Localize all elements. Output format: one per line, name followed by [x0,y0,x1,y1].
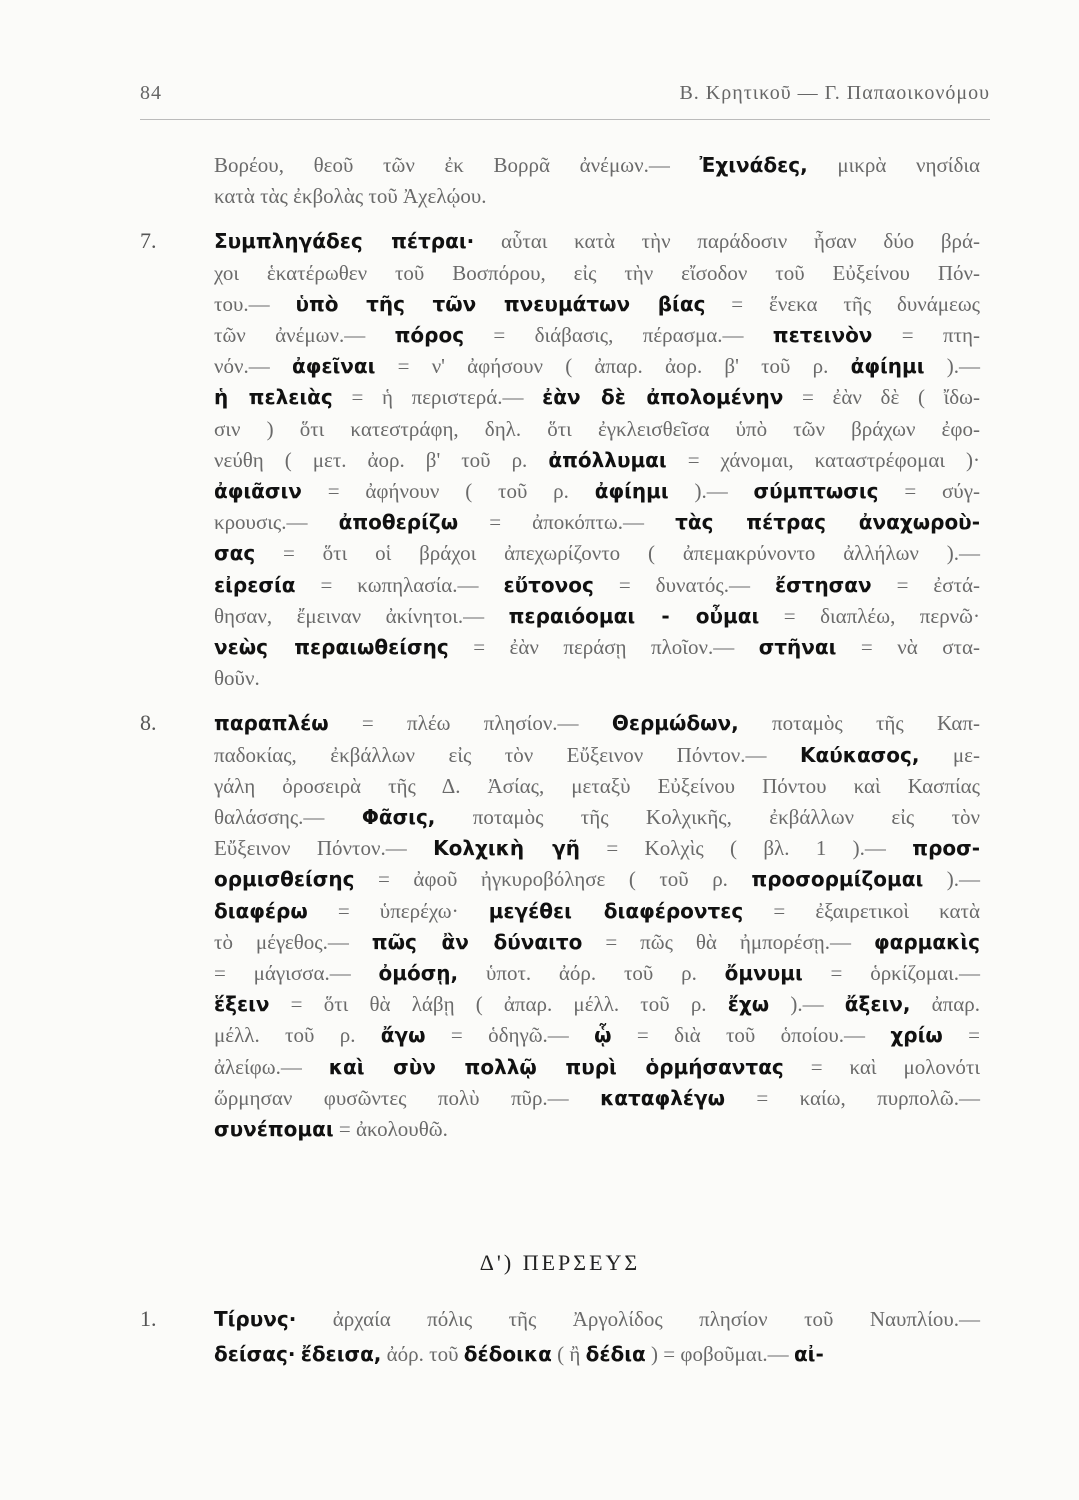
headword: στῆναι [758,635,837,660]
gloss-text: = χάνομαι, καταστρέφομαι )· [666,447,981,472]
gloss-text: αὗται κατὰ τὴν παράδοσιν ἦσαν δύο βρά- [474,229,980,254]
gloss-text: = ὅτι οἱ βράχοι ἀπεχωρίζοντο ( ἀπεμακρύνοντο ἀλλήλων ).— [255,541,980,566]
text-line [214,989,980,1020]
headword: σύμπτωσις [753,479,879,504]
headword: παραπλέω [214,711,329,736]
gloss-text: = διάβασις, πέρασμα.— [464,323,773,348]
gloss-text: Βορέου, θεοῦ τῶν ἐκ Βορρᾶ ἀνέμων.— [214,153,700,177]
text-line [214,226,980,257]
gloss-text: Εὔξεινον Πόντον.— [214,836,434,861]
text-line [214,1114,980,1145]
gloss-text: = ἀποκόπτω.— [458,510,676,535]
headword: ἐὰν δὲ ἀπολομένην [542,385,784,410]
text-line [214,896,980,927]
section-title: Δ') ΠΕΡΣΕΥΣ [479,1250,641,1275]
headword: ορμισθείσης [214,867,355,892]
text-line [214,958,980,989]
text-line [214,150,980,181]
gloss-text: = ἐξαιρετικοὶ κατὰ [743,898,980,923]
header-rule [140,119,990,120]
headword: εἰρεσία [214,572,296,597]
gloss-text: = ἀφήνουν ( τοῦ ρ. [301,479,595,504]
gloss-text: = ἀκολουθῶ. [333,1117,448,1142]
text-line [214,570,980,601]
gloss-text: ἀπαρ. [910,992,981,1017]
gloss-text: = [942,1023,980,1048]
headword: ἕξειν [214,992,270,1017]
headword: χρίω [890,1023,943,1048]
headword: Συμπληγάδες πέτραι· [214,229,475,254]
gloss-text: ).— [924,354,980,379]
gloss-text: = ὁρκίζομαι.— [802,961,980,986]
gloss-text: μικρὰ νησίδια [807,153,980,177]
text-line [214,1337,980,1372]
paragraph-number: 1. [140,1306,157,1331]
headword: περαιόομαι - οὖμαι [508,603,760,628]
headword: προσ- [912,836,981,861]
headword: ἔστησαν [774,572,872,597]
headword: ἡ πελειὰς [214,385,333,410]
headword: ᾧ [594,1023,612,1048]
text-line [214,833,980,864]
headword: ἀφεῖναι [291,354,376,379]
glossary-paragraph [140,708,980,1145]
text-line [214,1302,980,1337]
headword: καὶ σὺν πολλῷ πυρὶ ὁρμήσαντας [328,1054,784,1079]
glossary-paragraph [140,150,980,212]
text-line [214,507,980,538]
gloss-text: ἀρχαία πόλις τῆς Ἀργολίδος πλησίον τοῦ Ναυπλίου.— [296,1307,980,1331]
text-line [214,663,980,694]
text-line [214,802,980,833]
text-line [214,1083,980,1114]
text-line [214,538,980,569]
headword: δέδια [585,1342,646,1366]
text-line [214,864,980,895]
gloss-text: = πλέω πλησίον.— [328,711,612,736]
headword: συνέπομαι [214,1117,334,1142]
gloss-text: κατὰ τὰς ἐκβολὰς τοῦ Ἀχελῴου. [214,184,487,209]
headword: ἀφίημι [594,479,669,504]
gloss-text: παδοκίας, ἐκβάλλων εἰς τὸν Εὔξεινον Πόντον.— [214,742,800,767]
headword: τὰς πέτρας ἀναχωροὺ- [675,510,980,535]
gloss-text: = ἕνεκα τῆς δυνάμεως [705,291,981,316]
headword: νεὼς περαιωθείσης [214,635,449,660]
text-line [214,740,980,771]
gloss-text: = ὁδηγῶ.— [425,1023,595,1048]
gloss-text: = δυνατός.— [593,572,775,597]
gloss-text: σιν ) ὅτι κατεστράφη, δηλ. ὅτι ἐγκλεισθεῖσα ὑπὸ τῶν βράχων ἐφο- [214,416,980,441]
text-line [214,382,980,413]
headword: μεγέθει διαφέροντες [488,898,744,923]
headword: Ἐχινάδες, [699,153,808,177]
glossary-paragraph [140,1302,980,1372]
text-line [214,632,980,663]
gloss-text: ἀόρ. τοῦ [381,1342,464,1366]
gloss-text: γάλη ὀροσειρὰ τῆς Δ. Ἀσίας, μεταξὺ Εὐξείνου Πόντου καὶ Κασπίας [214,773,980,798]
page-number: 84 [140,82,162,104]
gloss-text: = ν' ἀφήσουν ( ἀπαρ. ἀορ. β' τοῦ ρ. [375,354,851,379]
headword: πῶς ἂν δύναιτο [371,929,583,954]
text-line [214,601,980,632]
headword: ἄξειν, [844,992,911,1017]
text-line [214,445,980,476]
text-line [214,289,980,320]
gloss-text: = ἐὰν περάσῃ πλοῖον.— [448,635,759,660]
gloss-text: ).— [769,992,845,1017]
gloss-text: = ἐστά- [871,572,981,597]
gloss-text: νόν.— [214,354,292,379]
text-line [214,708,980,739]
gloss-text: = σύγ- [878,479,980,504]
headword: ἔχω [727,992,770,1017]
gloss-text: = ἀφοῦ ἠγκυροβόλησε ( τοῦ ρ. [354,867,752,892]
page-header [140,82,990,112]
gloss-text: με- [919,742,980,767]
gloss-text: μέλλ. τοῦ ρ. [214,1023,381,1048]
gloss-text: = ἐὰν δὲ ( ἴδω- [783,385,980,410]
headword: Θερμώδων, [611,711,739,736]
text-line [214,1020,980,1051]
headword: Φᾶσις, [361,805,436,830]
gloss-text: = διαπλέω, περνῶ· [759,603,980,628]
glossary-paragraph [140,226,980,694]
running-title: Β. Κρητικοῦ — Γ. Παπαοικονόμου [679,82,990,104]
headword: διαφέρω [214,898,308,923]
glossary-body [140,150,980,1145]
headword: Καύκασος, [799,742,920,767]
gloss-text: = νὰ στα- [836,635,980,660]
text-line [214,1052,980,1083]
text-line [214,320,980,351]
gloss-text: ὥρμησαν φυσῶντες πολὺ πῦρ.— [214,1085,601,1110]
gloss-text: = διὰ τοῦ ὁποίου.— [611,1023,891,1048]
headword: ἀφίημι [850,354,925,379]
gloss-text: = πτη- [872,323,980,348]
gloss-text: = ὑπερέχω· [307,898,489,923]
gloss-text: ποταμὸς τῆς Κολχικῆς, ἐκβάλλων εἰς τὸν [435,805,981,830]
text-line [214,258,980,289]
gloss-text: = Κολχὶς ( βλ. 1 ).— [580,836,913,861]
text-line [214,476,980,507]
gloss-text: ).— [668,479,754,504]
gloss-text: νεύθη ( μετ. ἀορ. β' τοῦ ρ. [214,447,549,472]
headword: προσορμίζομαι [751,867,924,892]
headword: πόρος [394,323,465,348]
headword: ὄμνυμι [724,961,803,986]
gloss-text: του.— [214,291,296,316]
headword: Τίρυνς· [214,1307,297,1331]
gloss-text: ( ἢ [551,1342,586,1366]
gloss-text: = ὅτι θὰ λάβῃ ( ἀπαρ. μέλλ. τοῦ ρ. [269,992,728,1017]
gloss-text: χοι ἑκατέρωθεν τοῦ Βοσπόρου, εἰς τὴν εἴσοδον τοῦ Εὐξείνου Πόν- [214,260,980,285]
headword: φαρμακὶς [873,929,980,954]
gloss-text: θοῦν. [214,666,260,691]
paragraph-number: 8. [140,710,157,736]
headword: δέδοικα [463,1342,552,1366]
gloss-text: = καὶ μολονότι [783,1054,980,1079]
gloss-text: ἀλείφω.— [214,1054,329,1079]
headword: ἔδεισα, [300,1342,382,1366]
gloss-text: κρουσις.— [214,510,339,535]
gloss-text: ).— [923,867,980,892]
headword: ἄγω [380,1023,426,1048]
gloss-text: = καίω, πυρπολῶ.— [725,1085,980,1110]
gloss-text: θησαν, ἔμειναν ἀκίνητοι.— [214,603,509,628]
section-body [140,1302,980,1372]
headword: ὀμόσῃ, [378,961,459,986]
headword: ἀποθερίζω [338,510,459,535]
gloss-text: = ἡ περιστερά.— [332,385,543,410]
headword: σας [214,541,256,566]
headword: ἀφιᾶσιν [214,479,302,504]
gloss-text: τὸ μέγεθος.— [214,929,372,954]
headword: ὑπὸ τῆς τῶν πνευμάτων βίας [295,291,706,316]
gloss-text: = μάγισσα.— [214,961,379,986]
gloss-text: τῶν ἀνέμων.— [214,323,395,348]
gloss-text: θαλάσσης.— [214,805,362,830]
gloss-text: = πῶς θὰ ἠμπορέσῃ.— [582,929,874,954]
gloss-text: ποταμὸς τῆς Καπ- [738,711,980,736]
text-line [214,414,980,445]
headword: Κολχικὴ γῆ [433,836,581,861]
gloss-text: ὑποτ. ἀόρ. τοῦ ρ. [458,961,725,986]
text-line [214,351,980,382]
headword: καταφλέγω [600,1085,725,1110]
headword: πετεινὸν [772,323,873,348]
paragraph-number: 7. [140,228,157,254]
text-line [214,181,980,212]
text-line [214,927,980,958]
text-line [214,771,980,802]
gloss-text: ) = φοβοῦμαι.— [645,1342,794,1366]
headword: αἰ- [793,1342,824,1366]
headword: ἀπόλλυμαι [548,447,667,472]
headword: δείσας· [214,1342,296,1366]
gloss-text: = κωπηλασία.— [295,572,504,597]
headword: εὔτονος [503,572,594,597]
